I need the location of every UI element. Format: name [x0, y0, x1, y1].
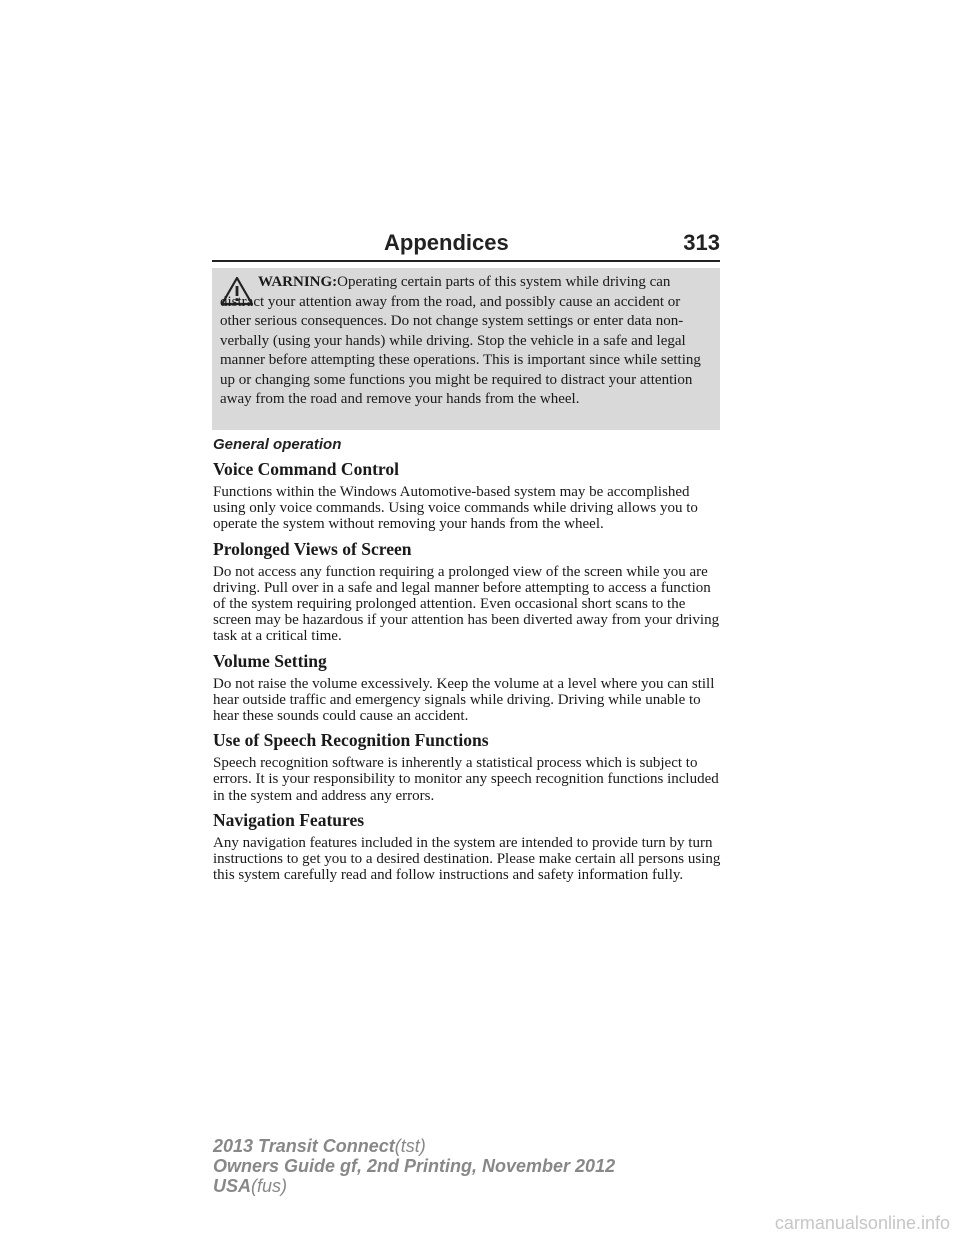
footer-model: 2013 Transit Connect [213, 1136, 395, 1156]
page-number: 313 [683, 230, 720, 255]
subsection-body-navigation: Any navigation features included in the system are intended to provide turn by turn instructions to get you to a desired destination. Please make certain all persons using this system carefully read and follow instructions and safety information fully. [213, 834, 721, 884]
page-footer [213, 1136, 633, 1196]
footer-market: USA [213, 1176, 252, 1196]
section-title: General operation [213, 436, 342, 453]
footer-line-2: Owners Guide gf, 2nd Printing, November 2012 [213, 1156, 616, 1176]
watermark: carmanualsonline.info [774, 1213, 950, 1233]
footer-line-1 [213, 1136, 633, 1156]
warning-text [220, 273, 714, 410]
page-title: Appendices [384, 230, 509, 255]
subsection-body-speech-recognition: Speech recognition software is inherently a statistical process which is subject to errors. It is your responsibility to monitor any speech recognition functions included in the system and address any errors. [213, 755, 719, 804]
warning-box [212, 268, 720, 430]
subsection-body-prolonged-views: Do not access any function requiring a prolonged view of the screen while you are driving. Pull over in a safe and legal manner before attempting to access a function of the system requiring prolonged attention. Even occasional short scans to the screen may be hazardous if your attention has been diverted away from your driving task at a critical time. [213, 563, 720, 645]
footer-model-code: (tst) [394, 1136, 426, 1156]
warning-label: WARNING: [258, 274, 338, 290]
subsection-heading-voice-command: Voice Command Control [213, 459, 400, 479]
subsection-body-voice-command: Functions within the Windows Automotive-based system may be accomplished using only voice commands. Using voice commands while driving allows you to operate the system without removing your hands from the wheel. [213, 484, 698, 533]
warning-body: Operating certain parts of this system while driving can distract your attention away from the road, and possibly cause an accident or other serious consequences. Do not change system settings or enter data non-verbally (using your hands) while driving. Stop the vehicle in a safe and legal manner before attempting these operations. This is important since while setting up or changing some functions you might be required to distract your attention away from the road and remove your hands from the wheel. [220, 274, 701, 407]
footer-market-code: (fus) [251, 1176, 288, 1196]
subsection-heading-volume: Volume Setting [213, 650, 327, 671]
subsection-body-volume: Do not raise the volume excessively. Keep the volume at a level where you can still hear outside traffic and emergency signals while driving. Driving while unable to hear these sounds could cause an accident. [213, 675, 715, 725]
subsection-heading-prolonged-views: Prolonged Views of Screen [213, 538, 412, 559]
subsection-heading-speech-recognition: Use of Speech Recognition Functions [213, 730, 489, 751]
footer-line-3 [213, 1176, 633, 1196]
page-header [212, 228, 720, 262]
general-operation-section [213, 436, 721, 890]
subsection-heading-navigation: Navigation Features [213, 809, 365, 830]
